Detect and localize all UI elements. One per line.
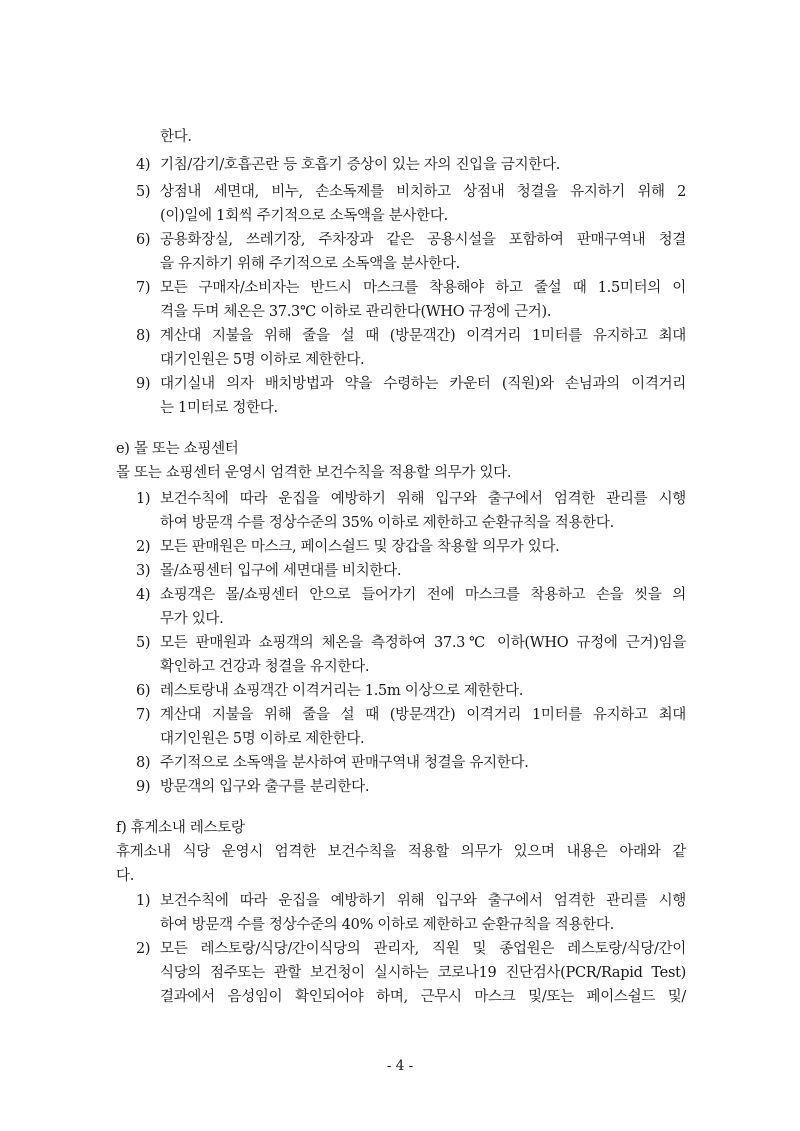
list-item-text: 모든 판매원은 마스크, 페이스쉴드 및 장갑을 착용할 의무가 있다. [160,539,560,555]
list-number: 1) [136,491,151,507]
list-number: 4) [136,157,151,173]
list-item-text: 방문객의 입구와 출구를 분리한다. [160,779,370,795]
list-number: 6) [136,683,151,699]
list-item-continuation: 하여 방문객 수를 정상수준의 40% 이하로 제한하고 순환규칙을 적용한다. [160,917,614,933]
list-number: 5) [136,184,151,200]
list-item-text: 보건수칙에 따라 운집을 예방하기 위해 입구와 출구에서 엄격한 관리를 시행 [160,491,686,507]
list-item-text: 대기실내 의자 배치방법과 약을 수령하는 카운터 (직원)와 손님과의 이격거리 [160,376,686,392]
list-item-text: 상점내 세면대, 비누, 손소독제를 비치하고 상점내 청결을 유지하기 위해 2 [160,184,686,200]
list-item-continuation: 대기인원은 5명 이하로 제한한다. [160,352,365,368]
list-item-text: 기침/감기/호흡곤란 등 호흡기 증상이 있는 자의 진입을 금지한다. [160,157,561,173]
list-item-text: 레스토랑내 쇼핑객간 이격거리는 1.5m 이상으로 제한한다. [160,683,524,699]
list-number: 5) [136,635,151,651]
list-number: 8) [136,755,151,771]
section-intro-continuation: 다. [116,868,135,884]
list-item-continuation: 결과에서 음성임이 확인되어야 하며, 근무시 마스크 및/또는 페이스쉴드 및/ [160,989,686,1005]
list-item-text: 몰/쇼핑센터 입구에 세면대를 비치한다. [160,563,402,579]
list-item-text: 공용화장실, 쓰레기장, 주차장과 같은 공용시설을 포함하여 판매구역내 청결 [160,232,686,248]
section-heading: e) 몰 또는 쇼핑센터 [116,441,239,457]
list-item-continuation: 하여 방문객 수를 정상수준의 35% 이하로 제한하고 순환규칙을 적용한다. [160,515,614,531]
list-item-continuation: 는 1미터로 정한다. [160,400,278,416]
list-item-continuation: 확인하고 건강과 청결을 유지한다. [160,659,370,675]
page-number: - 4 - [386,1058,414,1074]
list-number: 3) [136,563,151,579]
list-item-continuation: 을 유지하기 위해 주기적으로 소독액을 분사한다. [160,256,460,272]
list-item-text: 쇼핑객은 몰/쇼핑센터 안으로 들어가기 전에 마스크를 착용하고 손을 씻을 의 [160,587,686,603]
list-item-continuation: 한다. [160,129,192,145]
list-item-continuation: 식당의 점주또는 관할 보건청이 실시하는 코로나19 진단검사(PCR/Rapid Test) [160,965,686,981]
list-number: 4) [136,587,151,603]
list-number: 7) [136,280,151,296]
list-number: 2) [136,941,151,957]
list-item-continuation: 격을 두며 체온은 37.3℃ 이하로 관리한다(WHO 규정에 근거). [160,304,552,320]
list-item-text: 보건수칙에 따라 운집을 예방하기 위해 입구와 출구에서 엄격한 관리를 시행 [160,893,686,909]
list-number: 9) [136,376,151,392]
list-item-text: 주기적으로 소독액을 분사하여 판매구역내 청결을 유지한다. [160,755,529,771]
section-intro: 휴게소내 식당 운영시 엄격한 보건수칙을 적용할 의무가 있으며 내용은 아래와 같 [116,844,686,860]
list-number: 6) [136,232,151,248]
list-item-text: 모든 구매자/소비자는 반드시 마스크를 착용해야 하고 줄설 때 1.5미터의 이 [160,280,686,296]
list-item-continuation: 대기인원은 5명 이하로 제한한다. [160,731,365,747]
list-item-text: 계산대 지불을 위해 줄을 설 때 (방문객간) 이격거리 1미터를 유지하고 최대 [160,328,686,344]
list-number: 2) [136,539,151,555]
list-number: 8) [136,328,151,344]
list-number: 7) [136,707,151,723]
list-item-continuation: (이)일에 1회씩 주기적으로 소독액을 분사한다. [160,208,448,224]
list-number: 9) [136,779,151,795]
list-item-text: 모든 레스토랑/식당/간이식당의 관리자, 직원 및 종업원은 레스토랑/식당/간이 [160,941,686,957]
list-number: 1) [136,893,151,909]
list-item-text: 모든 판매원과 쇼핑객의 체온을 측정하여 37.3℃ 이하(WHO 규정에 근거)임을 [160,635,686,651]
section-intro: 몰 또는 쇼핑센터 운영시 엄격한 보건수칙을 적용할 의무가 있다. [116,465,512,481]
section-heading: f) 휴게소내 레스토랑 [116,820,245,836]
list-item-text: 계산대 지불을 위해 줄을 설 때 (방문객간) 이격거리 1미터를 유지하고 최대 [160,707,686,723]
list-item-continuation: 무가 있다. [160,611,224,627]
